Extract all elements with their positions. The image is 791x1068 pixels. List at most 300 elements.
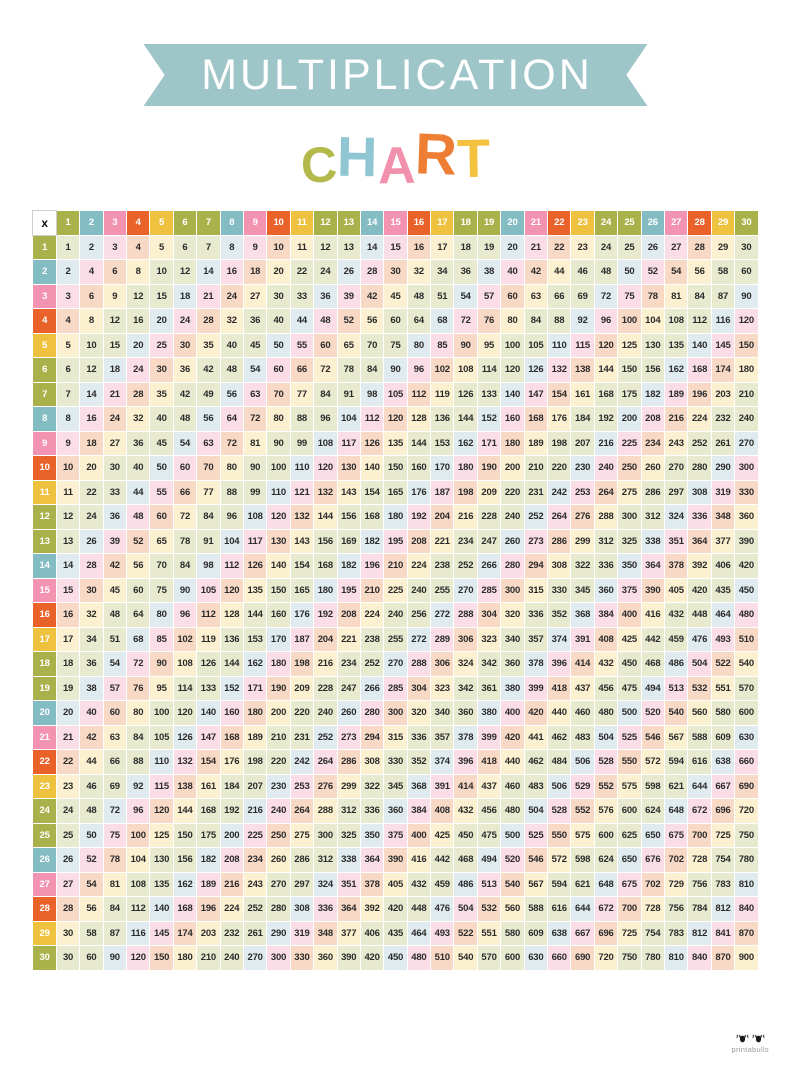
- product-cell: 238: [360, 627, 383, 652]
- product-cell: 96: [220, 505, 243, 530]
- product-cell: 325: [337, 823, 360, 848]
- product-cell: 105: [197, 578, 220, 603]
- product-cell: 220: [501, 480, 524, 505]
- product-cell: 20: [56, 701, 79, 726]
- product-cell: 783: [711, 872, 734, 897]
- product-cell: 14: [360, 235, 383, 260]
- product-cell: 130: [641, 333, 664, 358]
- product-cell: 551: [477, 921, 500, 946]
- product-cell: 272: [407, 627, 430, 652]
- product-cell: 39: [103, 529, 126, 554]
- product-cell: 189: [243, 725, 266, 750]
- product-cell: 32: [80, 603, 103, 628]
- product-cell: 361: [477, 676, 500, 701]
- product-cell: 312: [337, 799, 360, 824]
- product-cell: 104: [220, 529, 243, 554]
- product-cell: 100: [267, 456, 290, 481]
- product-cell: 45: [103, 578, 126, 603]
- product-cell: 260: [267, 848, 290, 873]
- product-cell: 4: [127, 235, 150, 260]
- product-cell: 4: [80, 260, 103, 285]
- row-header-5: 5: [33, 333, 56, 358]
- product-cell: 72: [127, 652, 150, 677]
- product-cell: 200: [618, 407, 641, 432]
- product-cell: 26: [80, 529, 103, 554]
- product-cell: 464: [711, 603, 734, 628]
- product-cell: 161: [571, 382, 594, 407]
- product-cell: 72: [314, 358, 337, 383]
- product-cell: 125: [618, 333, 641, 358]
- product-cell: 168: [524, 407, 547, 432]
- product-cell: 88: [290, 407, 313, 432]
- product-cell: 322: [571, 554, 594, 579]
- product-cell: 408: [431, 799, 454, 824]
- product-cell: 75: [618, 284, 641, 309]
- product-cell: 570: [735, 676, 758, 701]
- product-cell: 72: [594, 284, 617, 309]
- product-cell: 36: [127, 431, 150, 456]
- product-cell: 5: [56, 333, 79, 358]
- product-cell: 297: [664, 480, 687, 505]
- table-row: [33, 382, 758, 407]
- product-cell: 638: [548, 921, 571, 946]
- product-cell: 168: [360, 505, 383, 530]
- product-cell: 546: [641, 725, 664, 750]
- product-cell: 152: [220, 676, 243, 701]
- product-cell: 100: [127, 823, 150, 848]
- product-cell: 91: [337, 382, 360, 407]
- column-header-10: 10: [267, 211, 290, 236]
- product-cell: 594: [548, 872, 571, 897]
- product-cell: 900: [735, 946, 758, 971]
- product-cell: 126: [360, 431, 383, 456]
- product-cell: 513: [664, 676, 687, 701]
- product-cell: 273: [337, 725, 360, 750]
- product-cell: 280: [501, 554, 524, 579]
- product-cell: 11: [290, 235, 313, 260]
- product-cell: 18: [103, 358, 126, 383]
- product-cell: 20: [501, 235, 524, 260]
- product-cell: 285: [477, 578, 500, 603]
- product-cell: 754: [641, 921, 664, 946]
- product-cell: 38: [477, 260, 500, 285]
- column-header-5: 5: [150, 211, 173, 236]
- product-cell: 253: [290, 774, 313, 799]
- product-cell: 66: [548, 284, 571, 309]
- table-row: [33, 284, 758, 309]
- product-cell: 650: [641, 823, 664, 848]
- product-cell: 609: [711, 725, 734, 750]
- product-cell: 210: [384, 554, 407, 579]
- product-cell: 360: [501, 652, 524, 677]
- product-cell: 299: [337, 774, 360, 799]
- product-cell: 204: [314, 627, 337, 652]
- product-cell: 357: [431, 725, 454, 750]
- product-cell: 189: [664, 382, 687, 407]
- product-cell: 42: [524, 260, 547, 285]
- product-cell: 75: [384, 333, 407, 358]
- product-cell: 551: [711, 676, 734, 701]
- product-cell: 459: [431, 872, 454, 897]
- product-cell: 483: [571, 725, 594, 750]
- product-cell: 187: [290, 627, 313, 652]
- product-cell: 180: [267, 652, 290, 677]
- product-cell: 108: [314, 431, 337, 456]
- product-cell: 30: [150, 358, 173, 383]
- product-cell: 221: [337, 627, 360, 652]
- product-cell: 140: [501, 382, 524, 407]
- product-cell: 350: [360, 823, 383, 848]
- product-cell: 6: [80, 284, 103, 309]
- product-cell: 26: [337, 260, 360, 285]
- product-cell: 13: [337, 235, 360, 260]
- product-cell: 80: [127, 701, 150, 726]
- product-cell: 96: [314, 407, 337, 432]
- product-cell: 78: [337, 358, 360, 383]
- product-cell: 66: [290, 358, 313, 383]
- product-cell: 40: [127, 456, 150, 481]
- product-cell: 460: [571, 701, 594, 726]
- product-cell: 425: [618, 627, 641, 652]
- product-cell: 493: [711, 627, 734, 652]
- product-cell: 432: [594, 652, 617, 677]
- product-cell: 198: [454, 480, 477, 505]
- product-cell: 420: [735, 554, 758, 579]
- product-cell: 1: [56, 235, 79, 260]
- product-cell: 702: [641, 872, 664, 897]
- product-cell: 572: [641, 750, 664, 775]
- product-cell: 420: [524, 701, 547, 726]
- product-cell: 17: [431, 235, 454, 260]
- product-cell: 351: [664, 529, 687, 554]
- product-cell: 28: [688, 235, 711, 260]
- product-cell: 133: [197, 676, 220, 701]
- product-cell: 108: [454, 358, 477, 383]
- table-header-row: [33, 211, 758, 236]
- product-cell: 78: [173, 529, 196, 554]
- product-cell: 324: [454, 652, 477, 677]
- product-cell: 115: [150, 774, 173, 799]
- product-cell: 16: [407, 235, 430, 260]
- product-cell: 104: [641, 309, 664, 334]
- product-cell: 132: [314, 480, 337, 505]
- product-cell: 525: [524, 823, 547, 848]
- product-cell: 252: [360, 652, 383, 677]
- product-cell: 140: [360, 456, 383, 481]
- product-cell: 105: [524, 333, 547, 358]
- product-cell: 510: [431, 946, 454, 971]
- product-cell: 224: [360, 603, 383, 628]
- product-cell: 243: [664, 431, 687, 456]
- product-cell: 45: [243, 333, 266, 358]
- product-cell: 66: [173, 480, 196, 505]
- product-cell: 22: [548, 235, 571, 260]
- product-cell: 100: [501, 333, 524, 358]
- table-row: [33, 505, 758, 530]
- product-cell: 69: [103, 774, 126, 799]
- product-cell: 840: [735, 897, 758, 922]
- product-cell: 180: [454, 456, 477, 481]
- product-cell: 87: [103, 921, 126, 946]
- product-cell: 70: [197, 456, 220, 481]
- product-cell: 812: [688, 921, 711, 946]
- row-header-19: 19: [33, 676, 56, 701]
- product-cell: 48: [407, 284, 430, 309]
- product-cell: 29: [711, 235, 734, 260]
- product-cell: 7: [197, 235, 220, 260]
- table-row: [33, 554, 758, 579]
- product-cell: 441: [524, 725, 547, 750]
- product-cell: 598: [571, 848, 594, 873]
- product-cell: 26: [641, 235, 664, 260]
- product-cell: 180: [314, 578, 337, 603]
- product-cell: 24: [127, 358, 150, 383]
- product-cell: 22: [290, 260, 313, 285]
- product-cell: 780: [641, 946, 664, 971]
- product-cell: 391: [571, 627, 594, 652]
- product-cell: 21: [103, 382, 126, 407]
- product-cell: 152: [477, 407, 500, 432]
- product-cell: 540: [735, 652, 758, 677]
- product-cell: 207: [243, 774, 266, 799]
- product-cell: 225: [243, 823, 266, 848]
- product-cell: 667: [571, 921, 594, 946]
- product-cell: 522: [711, 652, 734, 677]
- product-cell: 304: [477, 603, 500, 628]
- product-cell: 110: [267, 480, 290, 505]
- subtitle-letter-t: T: [456, 128, 491, 190]
- product-cell: 224: [220, 897, 243, 922]
- product-cell: 494: [641, 676, 664, 701]
- product-cell: 132: [290, 505, 313, 530]
- product-cell: 20: [150, 309, 173, 334]
- product-cell: 108: [664, 309, 687, 334]
- product-cell: 169: [337, 529, 360, 554]
- product-cell: 180: [173, 946, 196, 971]
- product-cell: 70: [150, 554, 173, 579]
- product-cell: 88: [220, 480, 243, 505]
- product-cell: 154: [360, 480, 383, 505]
- product-cell: 52: [337, 309, 360, 334]
- product-cell: 150: [267, 578, 290, 603]
- product-cell: 156: [314, 529, 337, 554]
- product-cell: 630: [524, 946, 547, 971]
- product-cell: 112: [197, 603, 220, 628]
- product-cell: 42: [173, 382, 196, 407]
- product-cell: 60: [173, 456, 196, 481]
- product-cell: 76: [477, 309, 500, 334]
- product-cell: 150: [384, 456, 407, 481]
- product-cell: 30: [80, 578, 103, 603]
- product-cell: 810: [735, 872, 758, 897]
- product-cell: 112: [407, 382, 430, 407]
- row-header-22: 22: [33, 750, 56, 775]
- product-cell: 525: [618, 725, 641, 750]
- product-cell: 377: [337, 921, 360, 946]
- product-cell: 418: [477, 750, 500, 775]
- product-cell: 406: [711, 554, 734, 579]
- product-cell: 25: [618, 235, 641, 260]
- product-cell: 567: [524, 872, 547, 897]
- product-cell: 102: [173, 627, 196, 652]
- product-cell: 323: [431, 676, 454, 701]
- product-cell: 51: [431, 284, 454, 309]
- product-cell: 528: [548, 799, 571, 824]
- product-cell: 11: [56, 480, 79, 505]
- row-header-10: 10: [33, 456, 56, 481]
- product-cell: 168: [688, 358, 711, 383]
- product-cell: 270: [735, 431, 758, 456]
- product-cell: 208: [337, 603, 360, 628]
- product-cell: 17: [56, 627, 79, 652]
- product-cell: 56: [80, 897, 103, 922]
- product-cell: 250: [618, 456, 641, 481]
- product-cell: 10: [56, 456, 79, 481]
- product-cell: 56: [220, 382, 243, 407]
- product-cell: 360: [454, 701, 477, 726]
- product-cell: 728: [641, 897, 664, 922]
- product-cell: 176: [407, 480, 430, 505]
- row-header-29: 29: [33, 921, 56, 946]
- product-cell: 65: [337, 333, 360, 358]
- product-cell: 572: [548, 848, 571, 873]
- product-cell: 306: [454, 627, 477, 652]
- product-cell: 450: [384, 946, 407, 971]
- product-cell: 90: [243, 456, 266, 481]
- product-cell: 250: [267, 823, 290, 848]
- product-cell: 90: [103, 946, 126, 971]
- product-cell: 154: [197, 750, 220, 775]
- product-cell: 150: [735, 333, 758, 358]
- product-cell: 690: [735, 774, 758, 799]
- product-cell: 132: [173, 750, 196, 775]
- title-banner: [144, 44, 648, 106]
- row-header-23: 23: [33, 774, 56, 799]
- product-cell: 300: [735, 456, 758, 481]
- product-cell: 72: [173, 505, 196, 530]
- product-cell: 81: [103, 872, 126, 897]
- product-cell: 156: [641, 358, 664, 383]
- product-cell: 95: [150, 676, 173, 701]
- product-cell: 21: [197, 284, 220, 309]
- product-cell: 46: [571, 260, 594, 285]
- product-cell: 243: [243, 872, 266, 897]
- product-cell: 260: [501, 529, 524, 554]
- product-cell: 702: [664, 848, 687, 873]
- product-cell: 396: [454, 750, 477, 775]
- product-cell: 136: [431, 407, 454, 432]
- product-cell: 576: [594, 799, 617, 824]
- product-cell: 30: [56, 921, 79, 946]
- product-cell: 80: [220, 456, 243, 481]
- column-header-1: 1: [56, 211, 79, 236]
- product-cell: 756: [664, 897, 687, 922]
- product-cell: 165: [384, 480, 407, 505]
- product-cell: 486: [664, 652, 687, 677]
- product-cell: 420: [501, 725, 524, 750]
- product-cell: 529: [571, 774, 594, 799]
- product-cell: 50: [267, 333, 290, 358]
- column-header-14: 14: [360, 211, 383, 236]
- product-cell: 325: [618, 529, 641, 554]
- product-cell: 147: [524, 382, 547, 407]
- product-cell: 69: [571, 284, 594, 309]
- product-cell: 165: [290, 578, 313, 603]
- product-cell: 340: [501, 627, 524, 652]
- product-cell: 68: [127, 627, 150, 652]
- product-cell: 18: [454, 235, 477, 260]
- product-cell: 375: [384, 823, 407, 848]
- table-row: [33, 260, 758, 285]
- product-cell: 504: [688, 652, 711, 677]
- product-cell: 750: [618, 946, 641, 971]
- row-header-1: 1: [33, 235, 56, 260]
- product-cell: 725: [618, 921, 641, 946]
- product-cell: 12: [173, 260, 196, 285]
- product-cell: 330: [735, 480, 758, 505]
- product-cell: 5: [150, 235, 173, 260]
- product-cell: 264: [290, 799, 313, 824]
- product-cell: 435: [384, 921, 407, 946]
- product-cell: 360: [594, 578, 617, 603]
- product-cell: 375: [618, 578, 641, 603]
- product-cell: 399: [524, 676, 547, 701]
- product-cell: 64: [127, 603, 150, 628]
- column-header-9: 9: [243, 211, 266, 236]
- product-cell: 60: [735, 260, 758, 285]
- product-cell: 84: [197, 505, 220, 530]
- table-row: [33, 725, 758, 750]
- product-cell: 126: [173, 725, 196, 750]
- product-cell: 621: [664, 774, 687, 799]
- product-cell: 33: [290, 284, 313, 309]
- product-cell: 30: [384, 260, 407, 285]
- product-cell: 176: [548, 407, 571, 432]
- product-cell: 667: [711, 774, 734, 799]
- product-cell: 58: [711, 260, 734, 285]
- product-cell: 32: [407, 260, 430, 285]
- product-cell: 120: [267, 505, 290, 530]
- column-header-25: 25: [618, 211, 641, 236]
- product-cell: 552: [594, 774, 617, 799]
- product-cell: 50: [618, 260, 641, 285]
- product-cell: 3: [103, 235, 126, 260]
- product-cell: 352: [407, 750, 430, 775]
- product-cell: 342: [454, 676, 477, 701]
- product-cell: 14: [197, 260, 220, 285]
- product-cell: 91: [197, 529, 220, 554]
- product-cell: 6: [173, 235, 196, 260]
- product-cell: 841: [711, 921, 734, 946]
- product-cell: 252: [243, 897, 266, 922]
- product-cell: 442: [641, 627, 664, 652]
- product-cell: 196: [197, 897, 220, 922]
- product-cell: 38: [80, 676, 103, 701]
- product-cell: 18: [173, 284, 196, 309]
- product-cell: 160: [220, 701, 243, 726]
- product-cell: 54: [80, 872, 103, 897]
- column-header-6: 6: [173, 211, 196, 236]
- product-cell: 60: [150, 505, 173, 530]
- product-cell: 532: [688, 676, 711, 701]
- product-cell: 60: [384, 309, 407, 334]
- product-cell: 48: [103, 603, 126, 628]
- product-cell: 8: [127, 260, 150, 285]
- product-cell: 104: [127, 848, 150, 873]
- product-cell: 594: [664, 750, 687, 775]
- table-row: [33, 603, 758, 628]
- product-cell: 80: [501, 309, 524, 334]
